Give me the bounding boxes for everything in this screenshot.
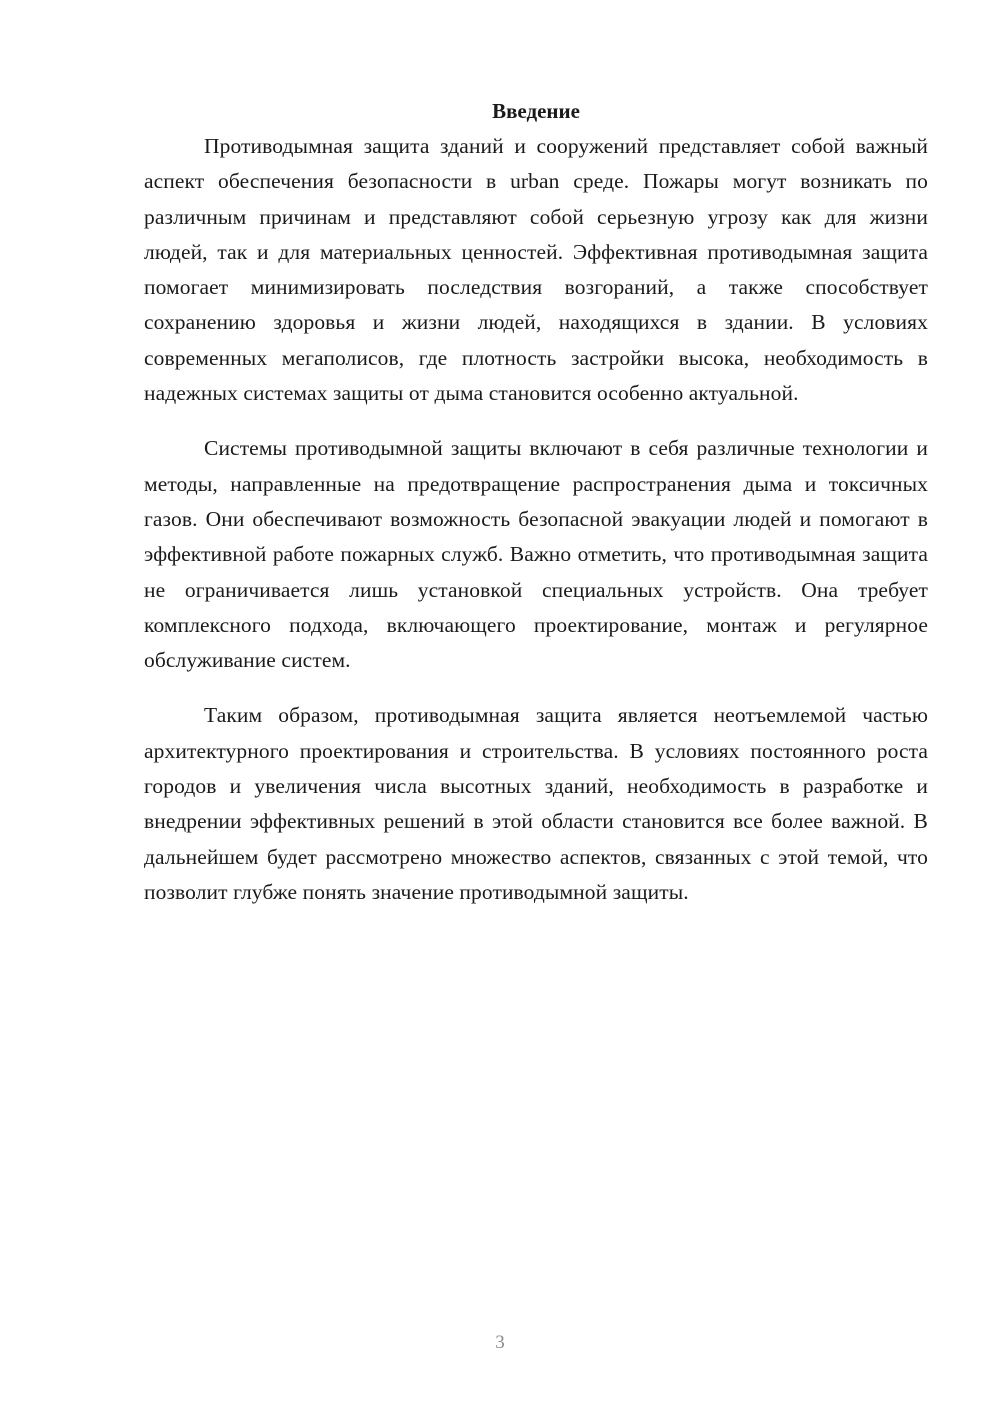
paragraph-1: Противодымная защита зданий и сооружений представляет собой важный аспект обеспечения безопасности в urban среде. Пожары могут возникать по различным причинам и представляют собой серьезную угрозу как для жизни людей, так и для материальных ценностей. Эффективная противодымная защита помогает минимизировать последствия возгораний, а также способствует сохранению здоровья и жизни людей, находящихся в здании. В условиях современных мегаполисов, где плотность застройки высока, необходимость в надежных системах защиты от дыма становится особенно актуальной. xyxy=(144,134,928,406)
page-number: 3 xyxy=(495,1332,505,1353)
section-heading: Введение xyxy=(492,99,580,123)
page-content xyxy=(144,94,928,910)
paragraph-2: Системы противодымной защиты включают в себя различные технологии и методы, направленные на предотвращение распространения дыма и токсичных газов. Они обеспечивают возможность безопасной эвакуации людей и помогают в эффективной работе пожарных служб. Важно отметить, что противодымная защита не ограничивается лишь установкой специальных устройств. Она требует комплексного подхода, включающего проектирование, монтаж и регулярное обслуживание систем. xyxy=(144,436,928,673)
paragraph-3: Таким образом, противодымная защита является неотъемлемой частью архитектурного проектирования и строительства. В условиях постоянного роста городов и увеличения числа высотных зданий, необходимость в разработке и внедрении эффективных решений в этой области становится все более важной. В дальнейшем будет рассмотрено множество аспектов, связанных с этой темой, что позволит глубже понять значение противодымной защиты. xyxy=(144,703,928,904)
